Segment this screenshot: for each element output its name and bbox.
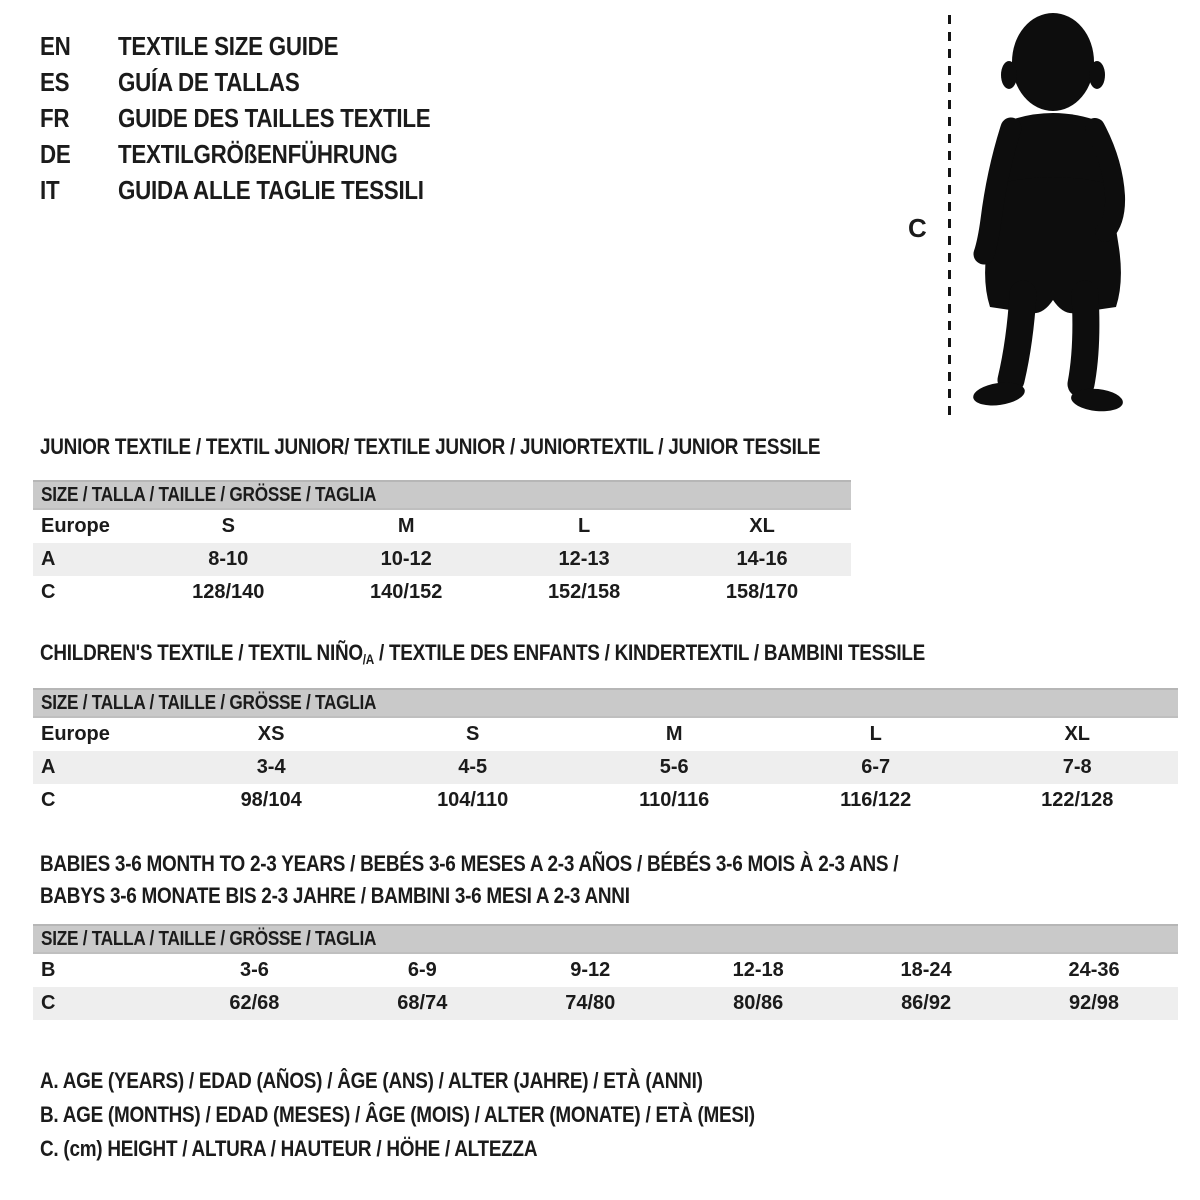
table-cell: 116/122	[840, 789, 912, 811]
row-label: A	[33, 543, 139, 576]
table-row	[33, 510, 851, 543]
table-cell: 140/152	[370, 581, 443, 603]
table-cell: XL	[749, 515, 775, 537]
table-row	[33, 718, 1178, 751]
table-header-row	[33, 480, 851, 510]
children-section-title: CHILDREN'S TEXTILE / TEXTIL NIÑO/A / TEXTILE DES ENFANTS / KINDERTEXTIL / BAMBINI TESSILE	[40, 640, 926, 667]
language-row-fr	[40, 100, 481, 136]
table-cell: 86/92	[842, 987, 1010, 1020]
language-code-es: ES	[40, 66, 70, 97]
babies-section-title: BABIES 3-6 MONTH TO 2-3 YEARS / BEBÉS 3-6 MESES A 2-3 AÑOS / BÉBÉS 3-6 MOIS À 2-3 ANS / BABYS 3-6 MONATE BIS 2-3 JAHRE / BAMBINI 3-6 MESI A 2-3 ANNI	[40, 851, 899, 908]
row-label: B	[41, 959, 56, 981]
language-title-fr: GUIDE DES TAILLES TEXTILE	[118, 102, 431, 133]
children-size-table	[33, 688, 1178, 817]
row-label: C	[41, 789, 56, 811]
table-row	[33, 543, 851, 576]
language-code-de: DE	[40, 138, 71, 169]
table-cell: 6-7	[775, 751, 977, 784]
junior-size-table	[33, 480, 851, 609]
table-cell: 24-36	[1068, 959, 1120, 981]
language-title-es: GUÍA DE TALLAS	[118, 66, 300, 97]
row-label: Europe	[41, 515, 110, 537]
table-cell: 62/68	[170, 987, 338, 1020]
table-cell: S	[221, 515, 235, 537]
table-cell: 122/128	[1041, 789, 1114, 811]
table-cell: 104/110	[437, 789, 509, 811]
height-measure-line	[948, 15, 951, 420]
table-cell: 10-12	[317, 543, 495, 576]
table-header-row	[33, 688, 1178, 718]
table-cell: 7-8	[976, 751, 1178, 784]
language-title-de: TEXTILGRÖßENFÜHRUNG	[118, 138, 398, 169]
table-cell: M	[397, 515, 415, 537]
legend-line-a: A. AGE (YEARS) / EDAD (AÑOS) / ÂGE (ANS) / ALTER (JAHRE) / ETÀ (ANNI)	[40, 1068, 703, 1093]
table-cell: 152/158	[547, 581, 621, 603]
table-cell: 128/140	[192, 581, 265, 603]
table-cell: L	[577, 515, 591, 537]
nino-a-subscript: /A	[362, 651, 375, 667]
table-cell: S	[465, 723, 480, 745]
row-label: C	[33, 987, 170, 1020]
table-row	[33, 784, 1178, 817]
language-code-en: EN	[40, 30, 71, 61]
babies-size-table	[33, 924, 1178, 1020]
table-cell: 3-6	[239, 959, 269, 981]
table-cell: XS	[257, 723, 285, 745]
language-code-it: IT	[40, 174, 60, 205]
table-cell: 98/104	[240, 789, 302, 811]
language-row-en	[40, 28, 481, 64]
size-table-header: SIZE / TALLA / TAILLE / GRÖSSE / TAGLIA	[33, 688, 1178, 718]
table-cell: 18-24	[900, 959, 952, 981]
table-cell: 8-10	[139, 543, 317, 576]
table-cell: 5-6	[573, 751, 775, 784]
language-title-it: GUIDA ALLE TAGLIE TESSILI	[118, 174, 424, 205]
table-cell: 80/86	[674, 987, 842, 1020]
table-cell: 74/80	[506, 987, 674, 1020]
table-row	[33, 576, 851, 609]
row-label: A	[33, 751, 170, 784]
legend-line-b: B. AGE (MONTHS) / EDAD (MESES) / ÂGE (MOIS) / ALTER (MONATE) / ETÀ (MESI)	[40, 1102, 755, 1127]
table-cell: 12-13	[495, 543, 673, 576]
language-row-de	[40, 136, 481, 172]
row-label: Europe	[41, 723, 110, 745]
table-row	[33, 987, 1178, 1020]
baby-silhouette-image	[966, 12, 1136, 420]
row-label: C	[41, 581, 56, 603]
language-row-it	[40, 172, 481, 208]
table-cell: 92/98	[1010, 987, 1178, 1020]
size-table-header: SIZE / TALLA / TAILLE / GRÖSSE / TAGLIA	[33, 480, 851, 510]
table-cell: 9-12	[570, 959, 611, 981]
table-cell: XL	[1064, 723, 1090, 745]
table-cell: 3-4	[170, 751, 372, 784]
language-title-en: TEXTILE SIZE GUIDE	[118, 30, 339, 61]
language-code-fr: FR	[40, 102, 70, 133]
table-row	[33, 751, 1178, 784]
height-measure-label: C	[908, 213, 927, 243]
table-cell: L	[869, 723, 882, 745]
language-title-block	[40, 28, 481, 208]
table-cell: M	[665, 723, 683, 745]
table-cell: 12-18	[732, 959, 784, 981]
table-cell: 4-5	[372, 751, 574, 784]
legend-block	[40, 1064, 871, 1166]
size-table-header: SIZE / TALLA / TAILLE / GRÖSSE / TAGLIA	[33, 924, 1178, 954]
table-cell: 6-9	[407, 959, 437, 981]
table-cell: 110/116	[639, 789, 710, 811]
legend-line-c: C. (cm) HEIGHT / ALTURA / HAUTEUR / HÖHE / ALTEZZA	[40, 1136, 538, 1161]
table-cell: 158/170	[725, 581, 799, 603]
table-cell: 14-16	[673, 543, 851, 576]
table-cell: 68/74	[338, 987, 506, 1020]
language-row-es	[40, 64, 481, 100]
table-header-row	[33, 924, 1178, 954]
height-figure	[900, 10, 1180, 430]
table-row	[33, 954, 1178, 987]
junior-section-title: JUNIOR TEXTILE / TEXTIL JUNIOR/ TEXTILE JUNIOR / JUNIORTEXTIL / JUNIOR TESSILE	[40, 434, 821, 459]
